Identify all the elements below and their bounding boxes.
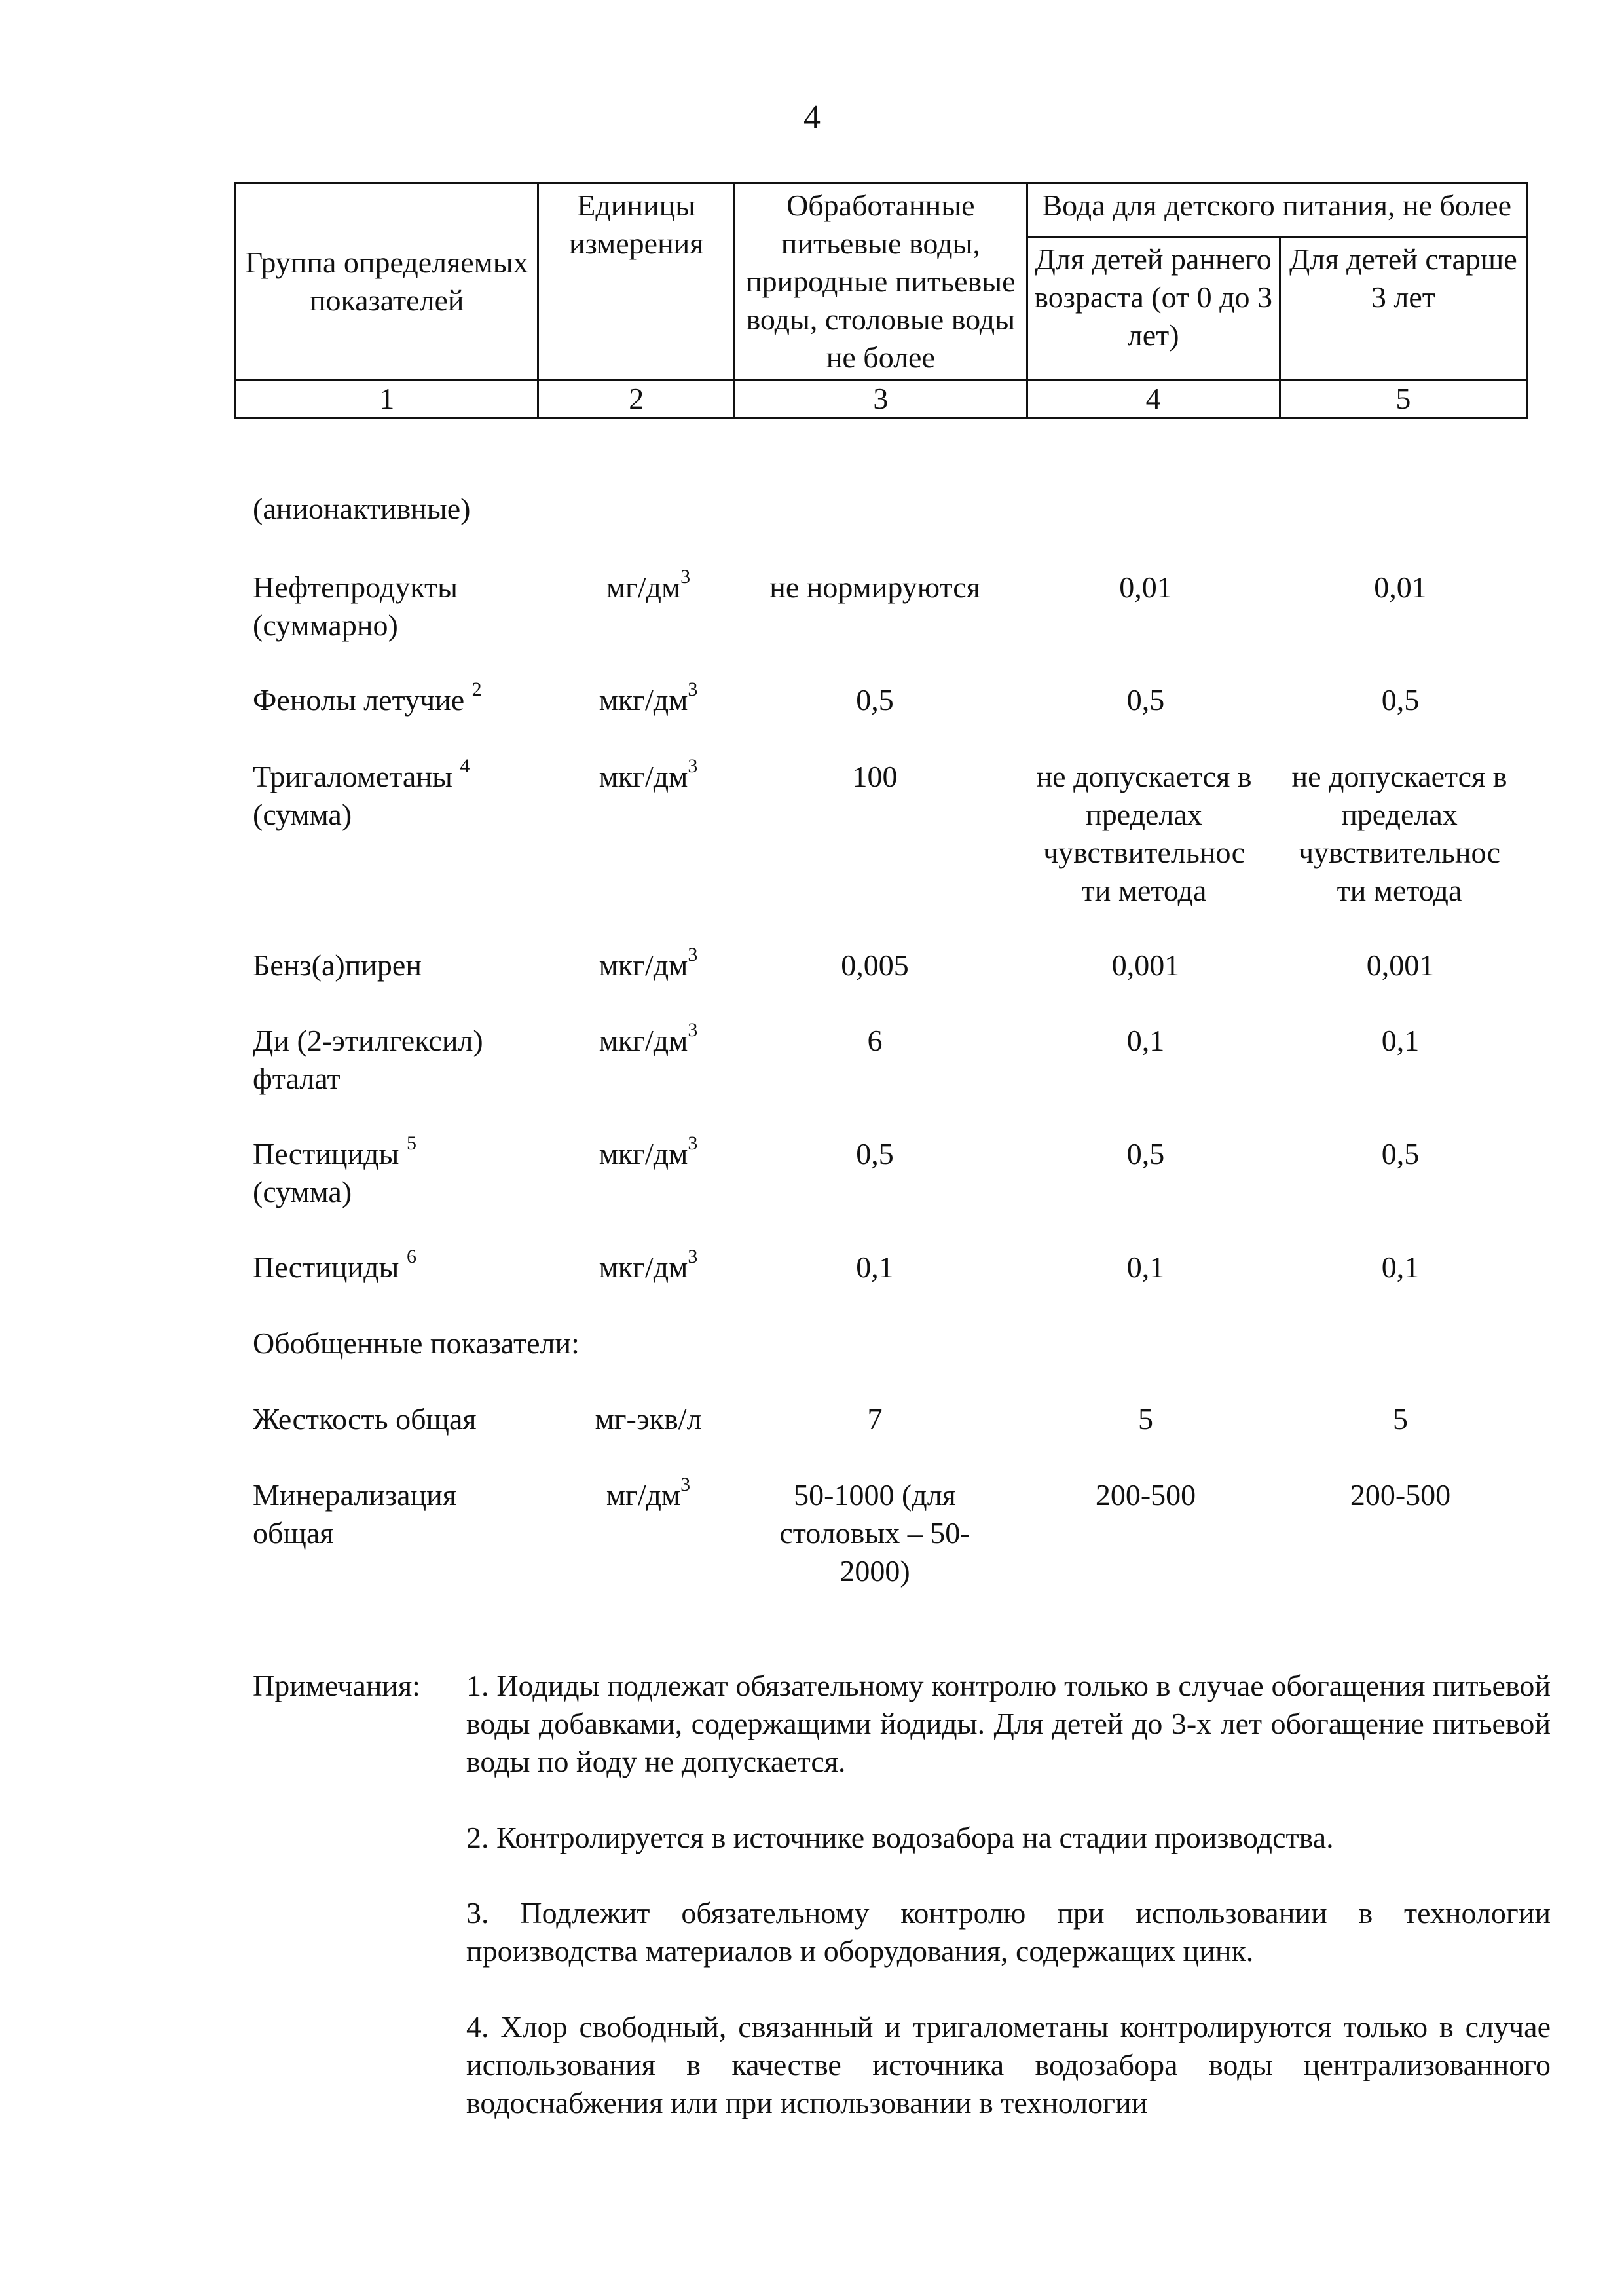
notes-label: Примечания: bbox=[253, 1669, 420, 1702]
value-children-older: 200-500 bbox=[1350, 1478, 1451, 1512]
col-number-5: 5 bbox=[1280, 381, 1526, 418]
section-title: Обобщенные показатели: bbox=[253, 1326, 580, 1360]
note-1: 1. Иодиды подлежат обязательному контролю только в случае обогащения питьевой воды добавками, содержащими йодиды. Для детей до 3-х лет обогащение питьевой воды по йоду не допускается. bbox=[466, 1669, 1551, 1778]
value-treated: 100 bbox=[852, 760, 898, 793]
value-children-early: 200-500 bbox=[1095, 1478, 1196, 1512]
row-unit: мкг/$дм^3$ bbox=[599, 1019, 698, 1057]
value-children-older: 0,1 bbox=[1381, 1024, 1420, 1057]
footnote-ref: 6 bbox=[406, 1246, 416, 1267]
header-treated-water: Обработанные питьевые воды, природные питьевые воды, столовые воды не более bbox=[735, 183, 1027, 381]
note-2: 2. Контролируется в источнике водозабора на стадии производства. bbox=[466, 1821, 1334, 1854]
value-treated: 0,1 bbox=[856, 1250, 894, 1284]
footnote-ref: 2 bbox=[471, 679, 482, 700]
row-name: Минерализация общая bbox=[253, 1478, 456, 1550]
row-name: Жесткость общая bbox=[253, 1402, 477, 1436]
col-number-2: 2 bbox=[538, 381, 735, 418]
value-treated: 0,005 bbox=[841, 948, 909, 982]
row-name: (анионактивные) bbox=[253, 492, 471, 525]
col-number-4: 4 bbox=[1027, 381, 1280, 418]
header-children-older: Для детей старше 3 лет bbox=[1280, 236, 1526, 380]
value-treated: не нормируются bbox=[769, 570, 980, 604]
row-unit: мкг/$дм^3$ bbox=[599, 755, 698, 793]
value-children-older: 0,5 bbox=[1381, 683, 1420, 717]
row-name: Бенз(а)пирен bbox=[253, 948, 422, 982]
value-children-early: 0,5 bbox=[1126, 683, 1165, 717]
value-children-early: 0,5 bbox=[1126, 1137, 1165, 1170]
footnote-ref: 4 bbox=[460, 755, 470, 777]
row-name: Пестициды $^6$ bbox=[253, 1246, 416, 1284]
value-children-older: 0,01 bbox=[1374, 570, 1427, 604]
row-unit: мкг/$дм^3$ bbox=[599, 679, 698, 717]
col-number-3: 3 bbox=[735, 381, 1027, 418]
value-children-older: 0,001 bbox=[1366, 948, 1435, 982]
row-name: Ди (2-этилгексил) фталат bbox=[253, 1024, 483, 1095]
value-treated: 0,5 bbox=[856, 1137, 894, 1170]
row-name: Пестициды $^5$ (сумма) bbox=[253, 1132, 416, 1208]
value-children-early: 0,001 bbox=[1111, 948, 1180, 982]
row-unit: $мг/дм^3$ bbox=[606, 1474, 691, 1512]
row-name: Фенолы летучие $^2$ bbox=[253, 679, 482, 717]
value-children-early: 0,1 bbox=[1126, 1250, 1165, 1284]
page-number: 4 bbox=[803, 99, 821, 136]
row-unit: мкг/$дм^3$ bbox=[599, 944, 698, 982]
value-treated: 7 bbox=[867, 1402, 883, 1436]
footnote-ref: 5 bbox=[406, 1132, 416, 1154]
note-3: 3. Подлежит обязательному контролю при использовании в технологии производства материалов и оборудования, содержащих цинк. bbox=[466, 1896, 1551, 1968]
table-header bbox=[234, 182, 1528, 419]
header-units: Единицы измерения bbox=[538, 183, 735, 381]
note-4: 4. Хлор свободный, связанный и тригалометаны контролируются только в случае использования в качестве источника водозабора воды централизованного водоснабжения или при использовании в технологии bbox=[466, 2010, 1551, 2119]
row-name: Тригалометаны $^4$ (сумма) bbox=[253, 755, 470, 831]
header-group: Группа определяемых показателей bbox=[236, 183, 538, 381]
value-children-older: 0,1 bbox=[1381, 1250, 1420, 1284]
value-children-older: 0,5 bbox=[1381, 1137, 1420, 1170]
value-treated: 50-1000 (для столовых – 50-2000) bbox=[779, 1478, 970, 1588]
value-children-early: не допускается в пределах чувствительнос ти метода bbox=[1036, 760, 1252, 907]
value-children-early: 0,1 bbox=[1126, 1024, 1165, 1057]
value-treated: 6 bbox=[867, 1024, 883, 1057]
row-unit: мг-экв/л bbox=[595, 1402, 702, 1436]
row-unit: мкг/$дм^3$ bbox=[599, 1132, 698, 1170]
value-children-early: 0,01 bbox=[1119, 570, 1172, 604]
row-unit: $мг/дм^3$ bbox=[606, 566, 691, 604]
value-treated: 0,5 bbox=[856, 683, 894, 717]
row-unit: мкг/$дм^3$ bbox=[599, 1246, 698, 1284]
value-children-older: 5 bbox=[1393, 1402, 1408, 1436]
row-name: Нефтепродукты (суммарно) bbox=[253, 570, 458, 642]
col-number-1: 1 bbox=[236, 381, 538, 418]
header-baby-water: Вода для детского питания, не более bbox=[1027, 183, 1526, 237]
value-children-early: 5 bbox=[1138, 1402, 1153, 1436]
header-children-early: Для детей раннего возраста (от 0 до 3 лет) bbox=[1027, 236, 1280, 380]
value-children-older: не допускается в пределах чувствительнос ти метода bbox=[1291, 760, 1507, 907]
